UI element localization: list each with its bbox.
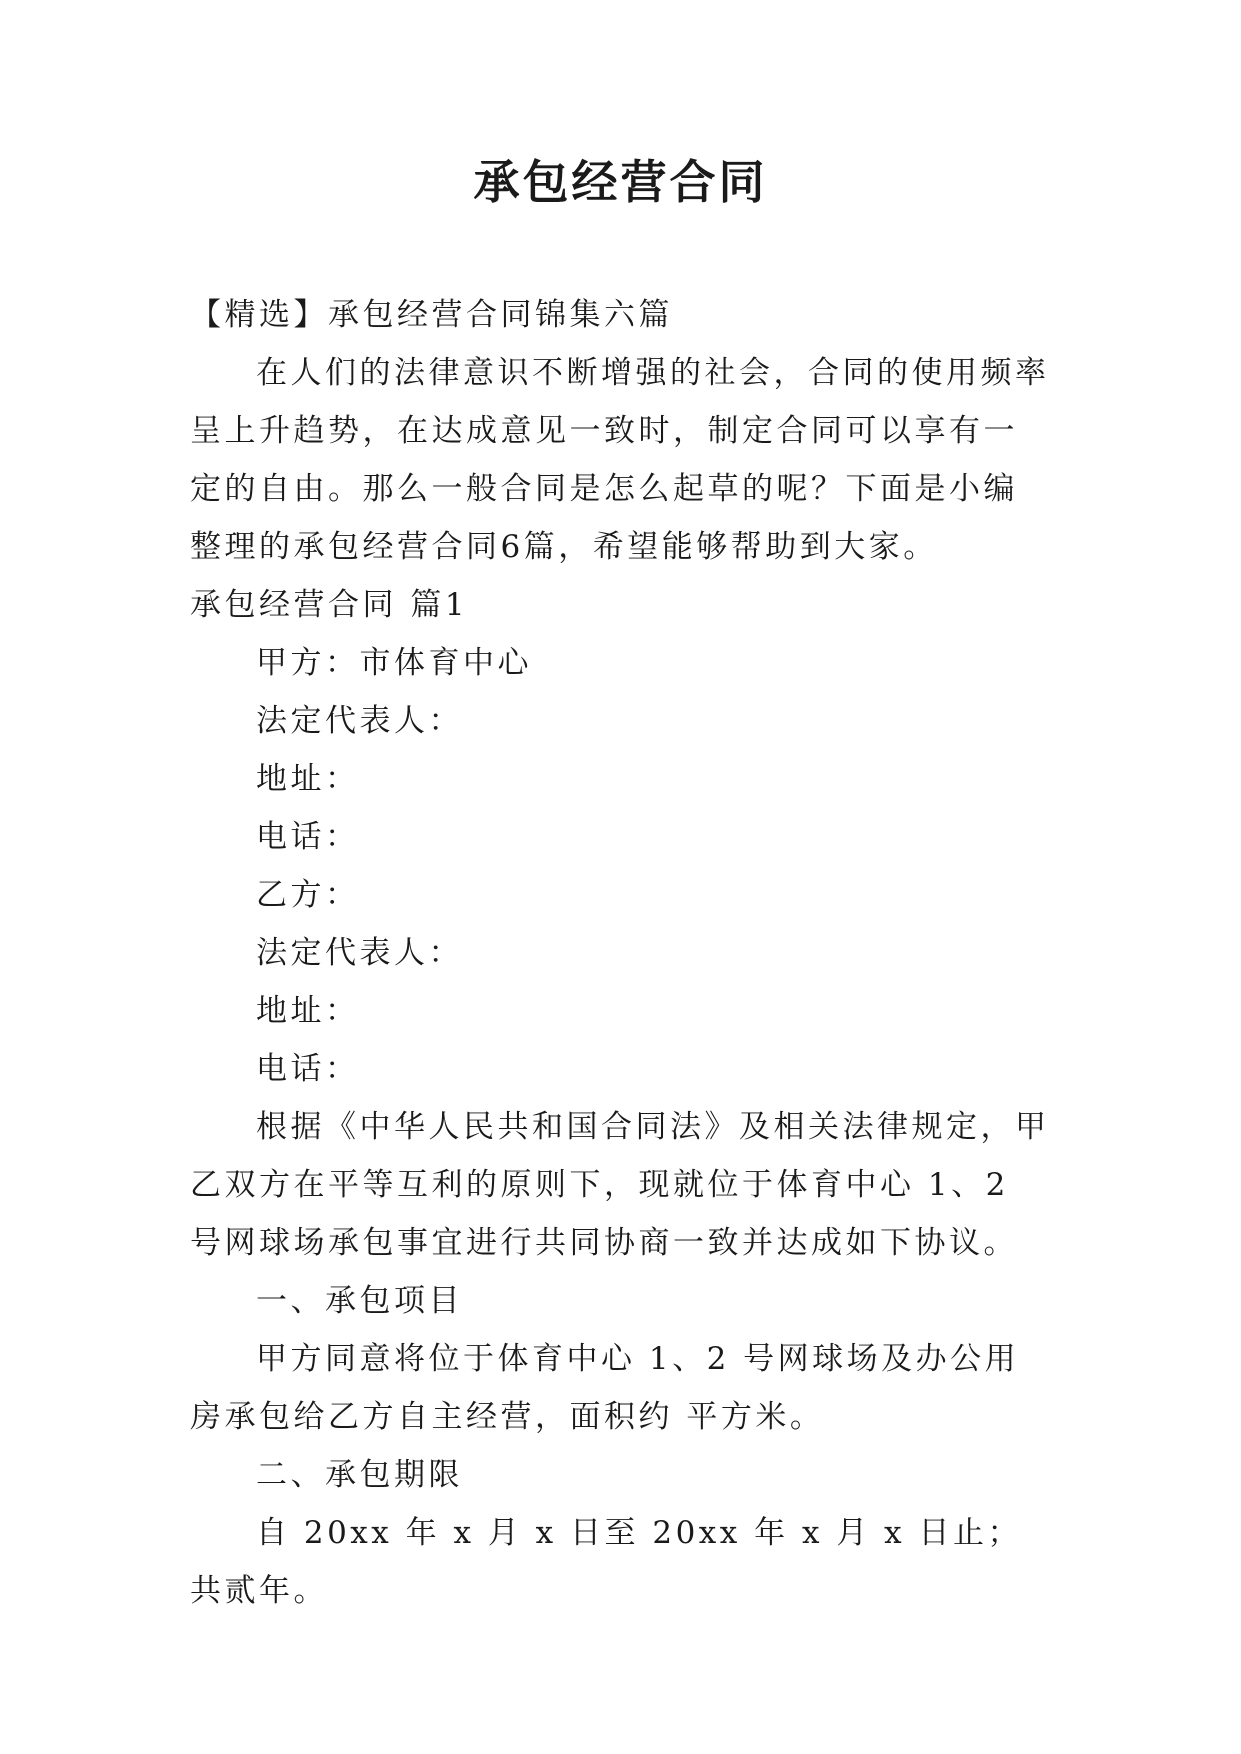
- party-a-line: 甲方：市体育中心: [256, 645, 532, 681]
- party-b-representative: 法定代表人：: [256, 935, 463, 971]
- party-b-phone: 电话：: [256, 1051, 360, 1087]
- preamble-paragraph: 根据《中华人民共和国合同法》及相关法律规定，甲乙双方在平等互利的原则下，现就位于体育中心 1、2 号网球场承包事宜进行共同协商一致并达成如下协议。: [190, 1109, 1050, 1261]
- party-b-address: 地址：: [256, 993, 360, 1029]
- document-subtitle: 【精选】承包经营合同锦集六篇: [190, 297, 673, 333]
- section-heading: 承包经营合同 篇1: [190, 587, 469, 623]
- intro-paragraph: 在人们的法律意识不断增强的社会，合同的使用频率呈上升趋势，在达成意见一致时，制定合同可以享有一定的自由。那么一般合同是怎么起草的呢？下面是小编整理的承包经营合同6篇，希望能够帮助到大家。: [190, 355, 1050, 565]
- clause-1-text: 甲方同意将位于体育中心 1、2 号网球场及办公用房承包给乙方自主经营，面积约 平方米。: [190, 1341, 1020, 1435]
- document-body: [190, 286, 1050, 1620]
- clause-1-heading: 一、承包项目: [256, 1283, 463, 1319]
- clause-2-heading: 二、承包期限: [256, 1457, 463, 1493]
- party-a-representative: 法定代表人：: [256, 703, 463, 739]
- party-a-phone: 电话：: [256, 819, 360, 855]
- party-b-line: 乙方：: [256, 877, 360, 913]
- party-a-address: 地址：: [256, 761, 360, 797]
- clause-2-text: 自 20xx 年 x 月 x 日至 20xx 年 x 月 x 日止；共贰年。: [190, 1515, 1023, 1609]
- document-title: 承包经营合同: [473, 155, 768, 209]
